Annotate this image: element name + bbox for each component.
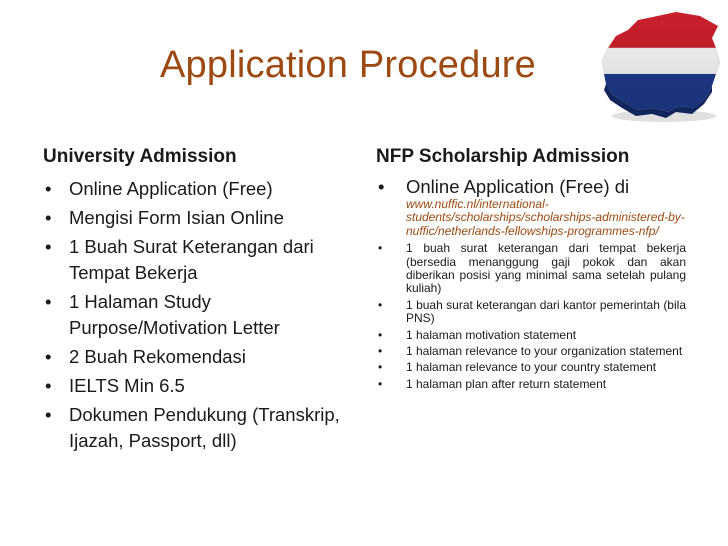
list-item: • 1 Buah Surat Keterangan dari Tempat Bekerja bbox=[45, 236, 314, 283]
list-item: • 1 halaman relevance to your country statement bbox=[378, 360, 657, 375]
list-item: • 1 halaman plan after return statement bbox=[378, 376, 607, 391]
university-admission-list bbox=[43, 176, 363, 454]
list-item: • IELTS Min 6.5 bbox=[45, 375, 185, 396]
list-item: • 1 buah surat keterangan dari tempat bekerja (bersedia menanggung gaji pokok dan akan diberikan posisi yang minimal sama setelah pulang kuliah) bbox=[378, 241, 686, 296]
list-item: • 1 halaman motivation statement bbox=[378, 327, 577, 342]
list-item: • Dokumen Pendukung (Transkrip, Ijazah, Passport, dll) bbox=[45, 404, 340, 451]
slide-title: Application Procedure bbox=[160, 44, 536, 86]
list-item: • Online Application (Free) di www.nuffic.nl/international-students/scholarships/scholarships-administered-by-nuffic/netherlands-fellowships-programmes-nfp/ bbox=[378, 176, 685, 238]
nuffic-link[interactable]: www.nuffic.nl/international-students/scholarships/scholarships-administered-by-nuffic/netherlands-fellowships-programmes-nfp/ bbox=[406, 197, 685, 238]
list-item: • 1 Halaman Study Purpose/Motivation Letter bbox=[45, 291, 280, 338]
nfp-scholarship-heading: NFP Scholarship Admission bbox=[376, 146, 630, 167]
list-item: • 1 halaman relevance to your organization statement bbox=[378, 344, 683, 359]
list-item: • Online Application (Free) bbox=[45, 178, 273, 199]
university-admission-column bbox=[43, 146, 363, 457]
university-admission-heading: University Admission bbox=[43, 146, 237, 167]
list-item: • Mengisi Form Isian Online bbox=[45, 207, 284, 228]
nfp-scholarship-column bbox=[376, 146, 686, 394]
list-item: • 1 buah surat keterangan dari kantor pemerintah (bila PNS) bbox=[378, 297, 686, 326]
nfp-scholarship-list bbox=[376, 176, 686, 391]
netherlands-map-flag-icon bbox=[598, 8, 724, 126]
list-item: • 2 Buah Rekomendasi bbox=[45, 346, 246, 367]
